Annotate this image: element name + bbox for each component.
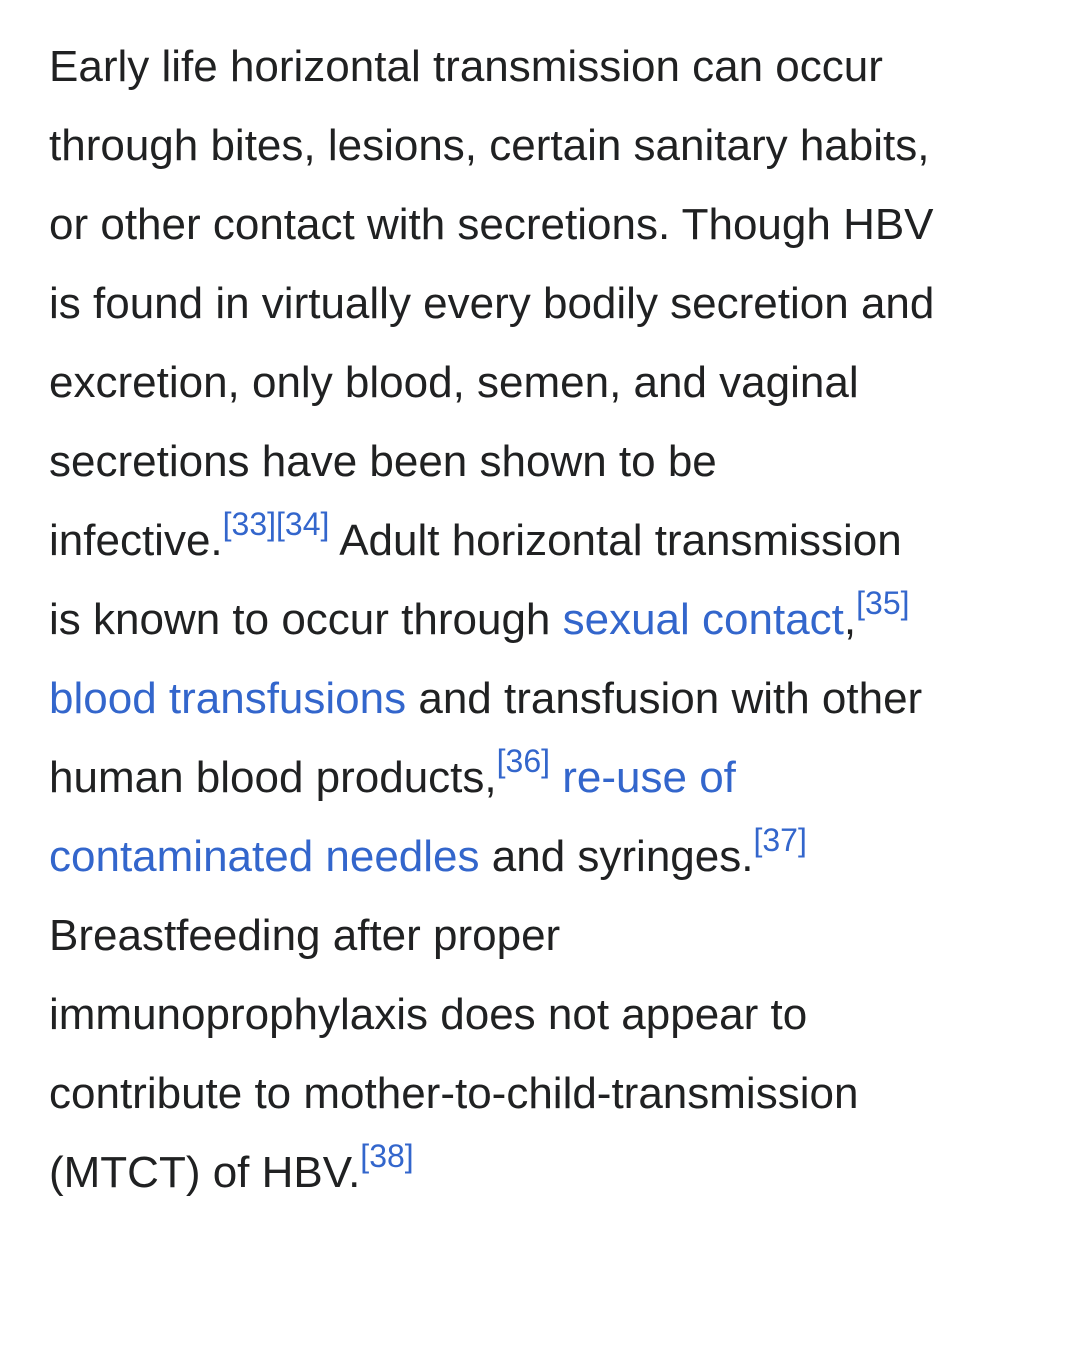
body-text: is known to occur through [49, 595, 563, 644]
body-text: contribute to mother-to-child-transmission [49, 1069, 859, 1118]
body-text: Breastfeeding after proper [49, 911, 561, 960]
body-text: or other contact with secretions. Though HBV [49, 200, 934, 249]
body-text: secretions have been shown to be [49, 437, 717, 486]
paragraph-line [49, 817, 1039, 896]
body-text: is found in virtually every bodily secretion and [49, 279, 935, 328]
body-text: immunoprophylaxis does not appear to [49, 990, 808, 1039]
link-sexual-contact[interactable]: sexual contact [562, 595, 844, 644]
citation-35[interactable]: [35] [856, 585, 910, 621]
body-text: infective. [49, 516, 223, 565]
citation-38[interactable]: [38] [360, 1138, 414, 1174]
paragraph-line [49, 738, 1039, 817]
body-text: excretion, only blood, semen, and vaginal [49, 358, 859, 407]
body-text: and syringes. [479, 832, 754, 881]
paragraph-line [49, 1054, 1039, 1133]
body-text [550, 753, 562, 802]
paragraph-line [49, 896, 1039, 975]
citation-34[interactable]: [34] [276, 506, 330, 542]
body-text: human blood products, [49, 753, 497, 802]
body-text: , [843, 595, 857, 644]
body-text: and transfusion with other [406, 674, 923, 723]
paragraph-line [49, 185, 1039, 264]
paragraph-line [49, 975, 1039, 1054]
body-text: Early life horizontal transmission can occur [49, 42, 883, 91]
link-reuse-needles-cont[interactable]: contaminated needles [49, 832, 480, 881]
paragraph-line [49, 580, 1039, 659]
paragraph-line [49, 264, 1039, 343]
body-text: Adult horizontal transmission [329, 516, 902, 565]
citation-37[interactable]: [37] [753, 822, 807, 858]
link-blood-transfusions[interactable]: blood transfusions [49, 674, 407, 723]
body-text: through bites, lesions, certain sanitary habits, [49, 121, 930, 170]
citation-36[interactable]: [36] [496, 743, 551, 779]
article-paragraph [49, 27, 1039, 1212]
paragraph-line [49, 27, 1039, 106]
paragraph-line [49, 343, 1039, 422]
paragraph-line [49, 422, 1039, 501]
citation-33[interactable]: [33] [222, 506, 277, 542]
paragraph-line [49, 1133, 1039, 1212]
link-reuse-needles[interactable]: re-use of [562, 753, 736, 802]
body-text: (MTCT) of HBV. [49, 1148, 361, 1197]
paragraph-line [49, 501, 1039, 580]
paragraph-line [49, 106, 1039, 185]
paragraph-line [49, 659, 1039, 738]
